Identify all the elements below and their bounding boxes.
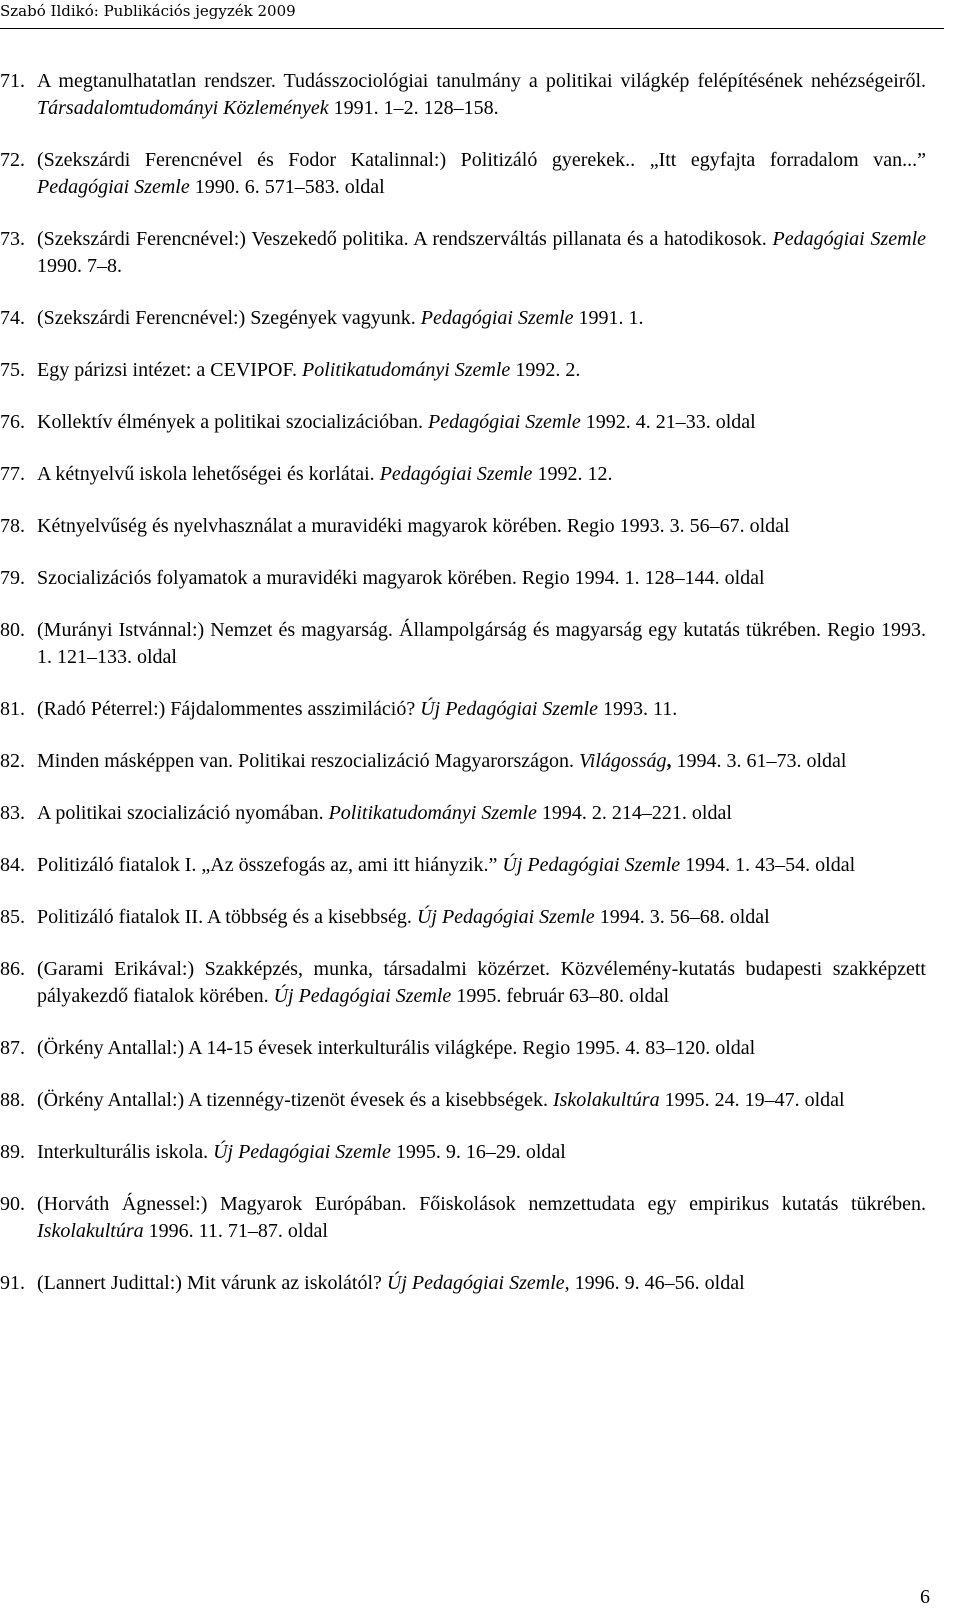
publication-entry [0, 565, 926, 592]
page-number: 6 [920, 1586, 930, 1608]
entry-number: 78. [0, 515, 25, 537]
entry-text-segment: (Horváth Ágnessel:) Magyarok Európában. Főiskolások nemzettudata egy empirikus kutatás tükrében. [37, 1193, 926, 1215]
journal-title: Új Pedagógiai Szemle [386, 1272, 565, 1294]
entry-text [37, 1035, 926, 1062]
entry-text-segment: 1990. 6. 571–583. oldal [189, 176, 385, 198]
entry-number: 71. [0, 70, 25, 92]
entry-text-segment: Szocializációs folyamatok a muravidéki magyarok körében. Regio 1994. 1. 128–144. oldal [37, 567, 765, 589]
entry-spacer [0, 827, 926, 852]
entry-text-segment: (Örkény Antallal:) A tizennégy-tizenöt évesek és a kisebbségek. [37, 1089, 553, 1111]
entry-text-segment: 1994. 3. 61–73. oldal [671, 750, 847, 772]
journal-title: Pedagógiai Szemle [37, 176, 190, 198]
entry-spacer [0, 384, 926, 409]
entry-text-segment: 1992. 4. 21–33. oldal [580, 411, 756, 433]
entry-number: 87. [0, 1037, 25, 1059]
publication-entry [0, 68, 926, 122]
entry-text [37, 1270, 926, 1297]
entry-text [37, 852, 926, 879]
publication-entry [0, 513, 926, 540]
journal-title: Új Pedagógiai Szemle [273, 985, 452, 1007]
publication-entry [0, 1270, 926, 1297]
publication-entry [0, 748, 926, 775]
publication-entry [0, 904, 926, 931]
entry-text [37, 68, 926, 122]
entry-number: 73. [0, 228, 25, 250]
entry-text [37, 748, 926, 775]
journal-title: Pedagógiai Szemle [420, 307, 574, 329]
entry-number: 82. [0, 750, 25, 772]
entry-number: 91. [0, 1272, 25, 1294]
entry-text-segment: A kétnyelvű iskola lehetőségei és korlátai. [37, 463, 380, 485]
entry-number: 83. [0, 802, 25, 824]
journal-title: Iskolakultúra [37, 1220, 144, 1242]
journal-title: Új Pedagógiai Szemle [213, 1141, 391, 1163]
entry-text-segment [666, 750, 846, 772]
entry-text [37, 956, 926, 1010]
publication-entry [0, 1191, 926, 1245]
entry-text-segment: 1995. 24. 19–47. oldal [659, 1089, 845, 1111]
entry-number: 86. [0, 958, 25, 980]
entry-spacer [0, 332, 926, 357]
entry-spacer [0, 1010, 926, 1035]
entry-text [37, 461, 926, 488]
entry-text-segment: (Garami Erikával:) Szakképzés, munka, társadalmi közérzet. Közvélemény-kutatás budapesti szakképzett pályakezdő fiatalok körében. [37, 958, 926, 1007]
bold-comma: , [666, 750, 672, 772]
journal-title: Pedagógiai Szemle [427, 411, 581, 433]
entry-text-segment: (Szekszárdi Ferencnével és Fodor Katalinnal:) Politizáló gyerekek.. „Itt egyfajta forradalom van...” [37, 149, 926, 171]
publication-entry [0, 461, 926, 488]
journal-title: Társadalomtudományi Közlemények [37, 97, 329, 119]
entry-text-segment: Interkulturális iskola. [37, 1141, 214, 1163]
journal-title: Politikatudományi Szemle [328, 802, 537, 824]
entry-text-segment: (Szekszárdi Ferencnével:) Veszekedő politika. A rendszerváltás pillanata és a hatodikosok. [37, 228, 773, 250]
entry-text-segment: 1992. 12. [532, 463, 613, 485]
entry-text [37, 409, 926, 436]
entry-spacer [0, 931, 926, 956]
journal-title: Pedagógiai Szemle [772, 228, 926, 250]
entry-spacer [0, 1166, 926, 1191]
entry-spacer [0, 775, 926, 800]
entry-text [37, 1191, 926, 1245]
journal-title: Pedagógiai Szemle [379, 463, 533, 485]
entry-text-segment: (Örkény Antallal:) A 14-15 évesek interkulturális világképe. Regio 1995. 4. 83–120. oldal [37, 1037, 756, 1059]
header-rule [0, 28, 944, 29]
entry-number: 81. [0, 698, 25, 720]
entry-spacer [0, 671, 926, 696]
entry-text-segment: 1995. február 63–80. oldal [451, 985, 670, 1007]
entry-number: 74. [0, 307, 25, 329]
entry-spacer [0, 122, 926, 147]
entry-text [37, 696, 926, 723]
entry-text-segment: Egy párizsi intézet: a CEVIPOF. [37, 359, 303, 381]
entry-spacer [0, 280, 926, 305]
entry-number: 90. [0, 1193, 25, 1215]
publication-entry [0, 696, 926, 723]
entry-number: 77. [0, 463, 25, 485]
entry-number: 76. [0, 411, 25, 433]
entry-text [37, 513, 926, 540]
entry-text-segment: 1991. 1. [573, 307, 644, 329]
entry-text-segment: (Szekszárdi Ferencnével:) Szegények vagyunk. [37, 307, 421, 329]
entry-spacer [0, 488, 926, 513]
entry-text [37, 305, 926, 332]
entry-number: 75. [0, 359, 25, 381]
entry-text-segment: A politikai szocializáció nyomában. [37, 802, 329, 824]
entry-number: 80. [0, 619, 25, 641]
publication-entry [0, 852, 926, 879]
publication-entry [0, 409, 926, 436]
entry-spacer [0, 436, 926, 461]
entry-text [37, 147, 926, 201]
entry-text-segment: 1994. 2. 214–221. oldal [536, 802, 732, 824]
entry-spacer [0, 540, 926, 565]
entry-number: 89. [0, 1141, 25, 1163]
publication-entry [0, 800, 926, 827]
publication-entry [0, 305, 926, 332]
entry-text-segment: (Murányi Istvánnal:) Nemzet és magyarság. Állampolgárság és magyarság egy kutatás tükrében. Regio 1993. 1. 121–133. oldal [37, 619, 926, 668]
publication-entry [0, 1087, 926, 1114]
entry-spacer [0, 1114, 926, 1139]
entry-spacer [0, 1245, 926, 1270]
entry-number: 72. [0, 149, 25, 171]
publication-list [0, 68, 926, 1297]
entry-text-segment: Minden másképpen van. Politikai reszocializáció Magyarországon. [37, 750, 580, 772]
entry-text [37, 1087, 926, 1114]
entry-text-segment: Kollektív élmények a politikai szocializációban. [37, 411, 428, 433]
entry-number: 88. [0, 1089, 25, 1111]
publication-entry [0, 1035, 926, 1062]
entry-text [37, 226, 926, 280]
entry-text-segment: 1995. 9. 16–29. oldal [390, 1141, 566, 1163]
entry-text-segment: 1994. 1. 43–54. oldal [680, 854, 856, 876]
entry-spacer [0, 592, 926, 617]
entry-text-segment: 1991. 1–2. 128–158. [328, 97, 499, 119]
entry-spacer [0, 1062, 926, 1087]
entry-text-segment: Kétnyelvűség és nyelvhasználat a muravidéki magyarok körében. Regio 1993. 3. 56–67. oldal [37, 515, 790, 537]
entry-text-segment: 1990. 7–8. [37, 255, 122, 277]
entry-text-segment: (Radó Péterrel:) Fájdalommentes asszimiláció? [37, 698, 421, 720]
entry-text-segment: Politizáló fiatalok I. „Az összefogás az, ami itt hiányzik.” [37, 854, 503, 876]
entry-text [37, 800, 926, 827]
publication-entry [0, 956, 926, 1010]
entry-number: 85. [0, 906, 25, 928]
entry-text [37, 617, 926, 671]
journal-title: Új Pedagógiai Szemle [420, 698, 598, 720]
publication-entry [0, 1139, 926, 1166]
entry-text-segment: Politizáló fiatalok II. A többség és a kisebbség. [37, 906, 417, 928]
entry-text-segment: 1996. 11. 71–87. oldal [143, 1220, 328, 1242]
entry-text-segment: (Lannert Judittal:) Mit várunk az iskolától? [37, 1272, 387, 1294]
entry-text-segment: A megtanulhatatlan rendszer. Tudásszociológiai tanulmány a politikai világkép felépítésének nehézségeiről. [37, 70, 926, 92]
entry-text [37, 565, 926, 592]
entry-text [37, 904, 926, 931]
entry-text-segment: 1992. 2. [510, 359, 581, 381]
journal-title: Iskolakultúra [552, 1089, 660, 1111]
publication-entry [0, 617, 926, 671]
entry-number: 84. [0, 854, 25, 876]
entry-text-segment: , 1996. 9. 46–56. oldal [564, 1272, 745, 1294]
entry-text [37, 357, 926, 384]
entry-spacer [0, 723, 926, 748]
page-header: Szabó Ildikó: Publikációs jegyzék 2009 [0, 2, 296, 20]
entry-text-segment: 1994. 3. 56–68. oldal [594, 906, 770, 928]
entry-number: 79. [0, 567, 25, 589]
journal-title: Politikatudományi Szemle [302, 359, 511, 381]
publication-entry [0, 147, 926, 201]
journal-title: Új Pedagógiai Szemle [416, 906, 595, 928]
entry-text [37, 1139, 926, 1166]
entry-spacer [0, 201, 926, 226]
journal-title: Világosság [579, 750, 667, 772]
publication-entry [0, 357, 926, 384]
publication-entry [0, 226, 926, 280]
journal-title: Új Pedagógiai Szemle [502, 854, 681, 876]
entry-text-segment: 1993. 11. [597, 698, 678, 720]
entry-spacer [0, 879, 926, 904]
